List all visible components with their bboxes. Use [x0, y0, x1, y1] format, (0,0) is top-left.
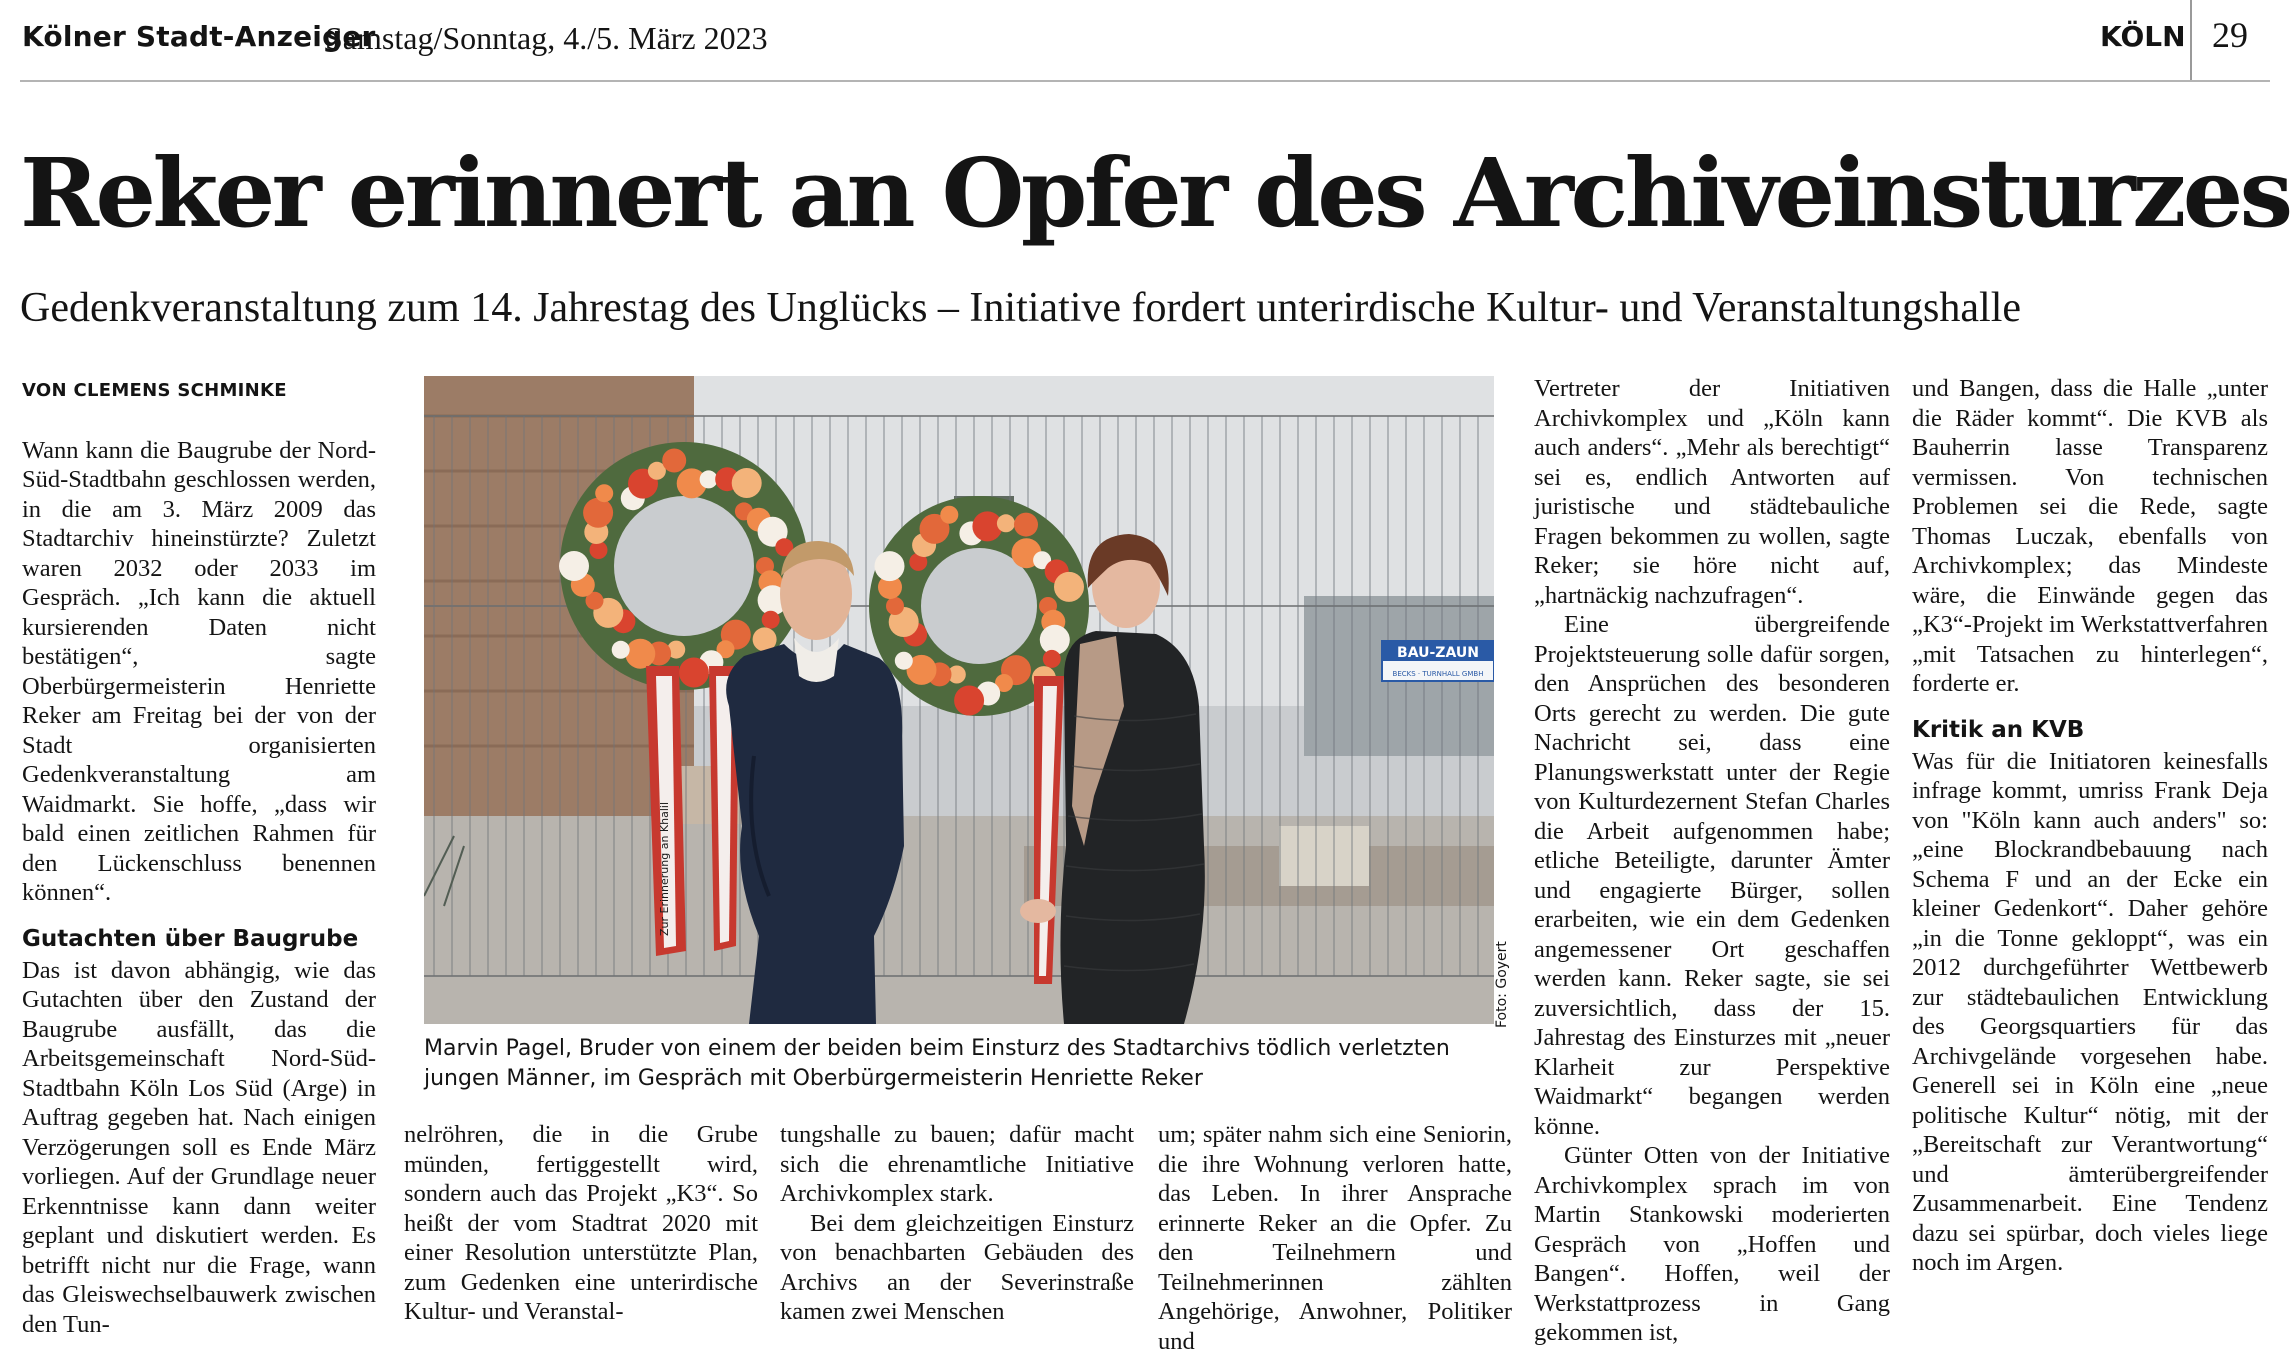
article-column-3: [780, 1120, 1134, 1327]
article-column-2: [404, 1120, 758, 1327]
section-heading: Gutachten über Baugrube: [22, 925, 359, 952]
paragraph: um; später nahm sich eine Seniorin, die ihre Wohnung verloren hatte, das Leben. In ihrer Ansprache erinnerte Reker an die Opfer. Zu den Teilnehmern und Teilnehmerinnen zählten Angehörige, Anwohner, Politiker und: [1158, 1121, 1512, 1355]
article-photo: [424, 376, 1494, 1024]
paragraph: tungshalle zu bauen; dafür macht sich die ehrenamtliche Initiative Archivkomplex stark.: [780, 1121, 1134, 1207]
subheadline: Gedenkveranstaltung zum 14. Jahrestag des Unglücks – Initiative fordert unterirdische Kultur- und Veranstaltungshalle: [20, 285, 2022, 331]
page-number: 29: [2212, 15, 2248, 55]
fence-sign-subtitle: BECKS · TURNHALL GMBH: [1392, 670, 1484, 678]
paragraph: Das ist davon abhängig, wie das Gutachten über den Zustand der Baugrube ausfällt, das die Arbeitsgemeinschaft Nord-Süd-Stadtbahn Köln Los Süd (Arge) in Auftrag gegeben hat. Nach einigen Verzögerungen soll es Ende März vorliegen. Auf der Grundlage neuer Erkenntnisse kann dann weiter geplant und diskutiert werden. Es betrifft nicht nur die Frage, wann das Gleiswechselbauwerk zwischen den Tun-: [22, 956, 376, 1338]
article-column-5: [1534, 374, 1890, 1348]
section-heading: Kritik an KVB: [1912, 716, 2085, 743]
page-header: [0, 0, 2290, 80]
paragraph: Eine übergreifende Projektsteuerung solle dafür sorgen, den Ansprüchen des besonderen Orts gerecht zu werden. Die gute Nachricht sei, dass eine Planungswerkstatt unter der Regie von Kulturdezernent Stefan Charles die Arbeit aufgenommen habe; etliche Beteiligte, darunter Ämter und engagierte Bürger, sollen erarbeiten, wie ein dem Gedenken angemessener Ort geschaffen werden kann. Reker sagte, sie sei zuversichtlich, dass der 15. Jahrestag des Einsturzes mit „neuer Klarheit zur Perspektive Waidmarkt“ begangen werden könne.: [1534, 611, 1890, 1140]
headline: Reker erinnert an Opfer des Archiveinsturzes: [20, 138, 2290, 249]
header-rule: [20, 80, 2270, 82]
ribbon-text: Zur Erinnerung an Khalil: [658, 801, 671, 936]
paragraph: Was für die Initiatoren keinesfalls infrage kommt, umriss Frank Deja von "Köln kann auch anders" so: „eine Blockrandbebauung nach Schema F und an der Ecke ein kleiner Gedenkort“. Daher gehöre „in die Tonne gekloppt“, was ein 2012 durchgeführter Wettbewerb zur städtebaulichen Entwicklung des Georgsquartiers für das Archivgelände vorgesehen habe. Generell sei in Köln eine „neue politische Kultur“ nötig, mit der „Bereitschaft zur Verantwortung“ und ämterübergreifender Zusammenarbeit. Eine Tendenz dazu sei spürbar, doch vieles liege noch im Argen.: [1912, 747, 2268, 1276]
paragraph: Vertreter der Initiativen Archivkomplex und „Köln kann auch anders“. „Mehr als berechtigt“ sei es, endlich Antworten auf juristische und städtebauliche Fragen bekommen zu wollen, sagte Reker; sie höre nicht auf, „hartnäckig nachzufragen“.: [1534, 375, 1890, 609]
byline: VON CLEMENS SCHMINKE: [22, 380, 287, 401]
paragraph: Bei dem gleichzeitigen Einsturz von benachbarten Gebäuden des Archivs an der Severinstraße kamen zwei Menschen: [780, 1209, 1134, 1325]
photo-credit-text: Foto: Goyert: [1494, 941, 1510, 1028]
header-divider: [2190, 0, 2192, 82]
article-column-1: [22, 376, 376, 1339]
fence-sign-title: BAU-ZAUN: [1397, 645, 1479, 661]
section-label: KÖLN: [2100, 20, 2186, 53]
issue-date: Samstag/Sonntag, 4./5. März 2023: [325, 20, 768, 56]
photo-credit: [1494, 928, 1516, 1028]
paragraph: nelröhren, die in die Grube münden, fertiggestellt wird, sondern auch das Projekt „K3“. So heißt der vom Stadtrat 2020 mit einer Resolution unterstützte Plan, zum Gedenken eine unterirdische Kultur- und Veranstal-: [404, 1121, 758, 1325]
paragraph: Günter Otten von der Initiative Archivkomplex sprach im von Martin Stankowski moderierten Gespräch von „Hoffen und Bangen“. Hoffen, weil der Werkstattprozess in Gang gekommen ist,: [1534, 1142, 1890, 1346]
article-column-4: [1158, 1120, 1512, 1356]
article-column-6: [1912, 374, 2268, 1278]
paragraph: und Bangen, dass die Halle „unter die Räder kommt“. Die KVB als Bauherrin lasse Transparenz vermissen. Von technischen Problemen sei die Rede, sagte Thomas Luczak, ebenfalls von Archivkomplex; das Mindeste wäre, die Einwände gegen das „K3“-Projekt im Werkstattverfahren „mit Tatsachen zu hinterlegen“, forderte er.: [1912, 375, 2268, 697]
newspaper-name: Kölner Stadt-Anzeiger: [22, 20, 376, 53]
photo-caption: Marvin Pagel, Bruder von einem der beiden beim Einsturz des Stadtarchivs tödlich verletzten jungen Männer, im Gespräch mit Oberbürgermeisterin Henriette Reker: [424, 1036, 1450, 1091]
paragraph: Wann kann die Baugrube der Nord-Süd-Stadtbahn geschlossen werden, in die am 3. März 2009 das Stadtarchiv hineinstürzte? Zuletzt waren 2032 oder 2033 im Gespräch. „Ich kann die aktuell kursierenden Daten nicht bestätigen“, sagte Oberbürgermeisterin Henriette Reker am Freitag bei der von der Stadt organisierten Gedenkveranstaltung am Waidmarkt. Sie hoffe, „dass wir bald einen zeitlichen Rahmen für den Lückenschluss benennen können“.: [22, 436, 376, 906]
